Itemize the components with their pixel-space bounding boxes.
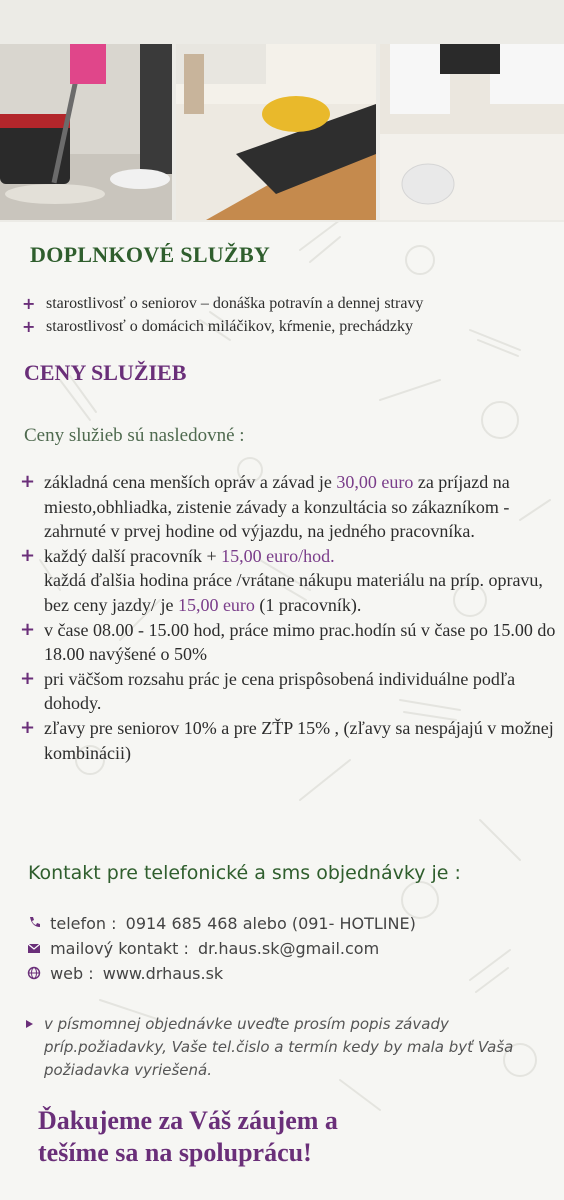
plus-icon: +: [22, 294, 36, 313]
triangle-bullet-icon: [26, 1020, 33, 1028]
plus-icon: +: [20, 544, 36, 566]
list-item: + starostlivosť o domácich miláčikov, kŕmenie, prechádzky: [22, 317, 414, 336]
contact-heading: Kontakt pre telefonické a sms objednávky je :: [28, 862, 461, 884]
photo-strip: [0, 0, 564, 222]
phone-value[interactable]: 0914 685 468 alebo (091- HOTLINE): [125, 914, 416, 933]
price-item-overtime: + v čase 08.00 - 15.00 hod, práce mimo prac.hodín sú v čase po 15.00 do 18.00 navýšené o 50%: [20, 618, 556, 665]
price-item-discounts: + zľavy pre seniorov 10% a pre ZŤP 15% , (zľavy sa nespájajú v možnej kombinácii): [20, 716, 554, 763]
envelope-icon: [27, 941, 41, 955]
contact-web: web : www.drhaus.sk: [27, 964, 223, 983]
photo-wiping-table: [380, 44, 564, 220]
thank-you-message: Ďakujeme za Váš záujem a tešíme sa na spoluprácu!: [38, 1106, 338, 1167]
prices-intro: Ceny služieb sú nasledovné :: [24, 425, 245, 446]
list-item: + starostlivosť o seniorov – donáška potravín a dennej stravy: [22, 294, 424, 313]
plus-icon: +: [20, 667, 36, 689]
order-note: v písmomnej objednávke uveďte prosím popis závady príp.požiadavky, Vaše tel.čislo a termín kedy by mala byť Vaša požiadavka vyriešená.: [26, 1013, 546, 1082]
phone-icon: [27, 916, 41, 930]
price-item-worker: + každý další pracovník + 15,00 euro/hod. každá ďalšia hodina práce /vrátane nákupu materiálu na príp. opravu, bez ceny jazdy/ je 15,00 euro (1 pracovník).: [20, 544, 543, 615]
plus-icon: +: [20, 618, 36, 640]
plus-icon: +: [20, 471, 36, 492]
web-link[interactable]: www.drhaus.sk: [102, 964, 224, 983]
price-base: 30,00 euro: [336, 472, 414, 492]
extra-services-list: [22, 292, 552, 338]
plus-icon: +: [20, 716, 36, 738]
prices-title: CENY SLUŽIEB: [24, 360, 187, 385]
globe-icon: [27, 966, 41, 980]
photo-mopping-floor: [0, 44, 172, 220]
price-item-large-scope: + pri väčšom rozsahu prác je cena prispôsobená individuálne podľa dohody.: [20, 667, 516, 714]
plus-icon: +: [22, 317, 36, 336]
mail-value[interactable]: dr.haus.sk@gmail.com: [198, 939, 380, 958]
contact-mail: mailový kontakt : dr.haus.sk@gmail.com: [27, 939, 379, 958]
price-worker: 15,00 euro/hod.: [221, 545, 335, 566]
photo-cleaning-kitchen: [176, 44, 376, 220]
extra-services-title: DOPLNKOVÉ SLUŽBY: [30, 242, 271, 267]
contact-phone: telefon : 0914 685 468 alebo (091- HOTLINE): [27, 914, 416, 933]
price-item-base: + základná cena menších opráv a závad je 30,00 euro za príjazd na miesto,obhliadka, zistenie závady a konzultácia so zákazníkom - zahrnuté v prvej hodine od výjazdu, na jedného pracovníka.: [20, 471, 510, 542]
price-hour: 15,00 euro: [177, 594, 255, 615]
price-list: [20, 470, 556, 765]
